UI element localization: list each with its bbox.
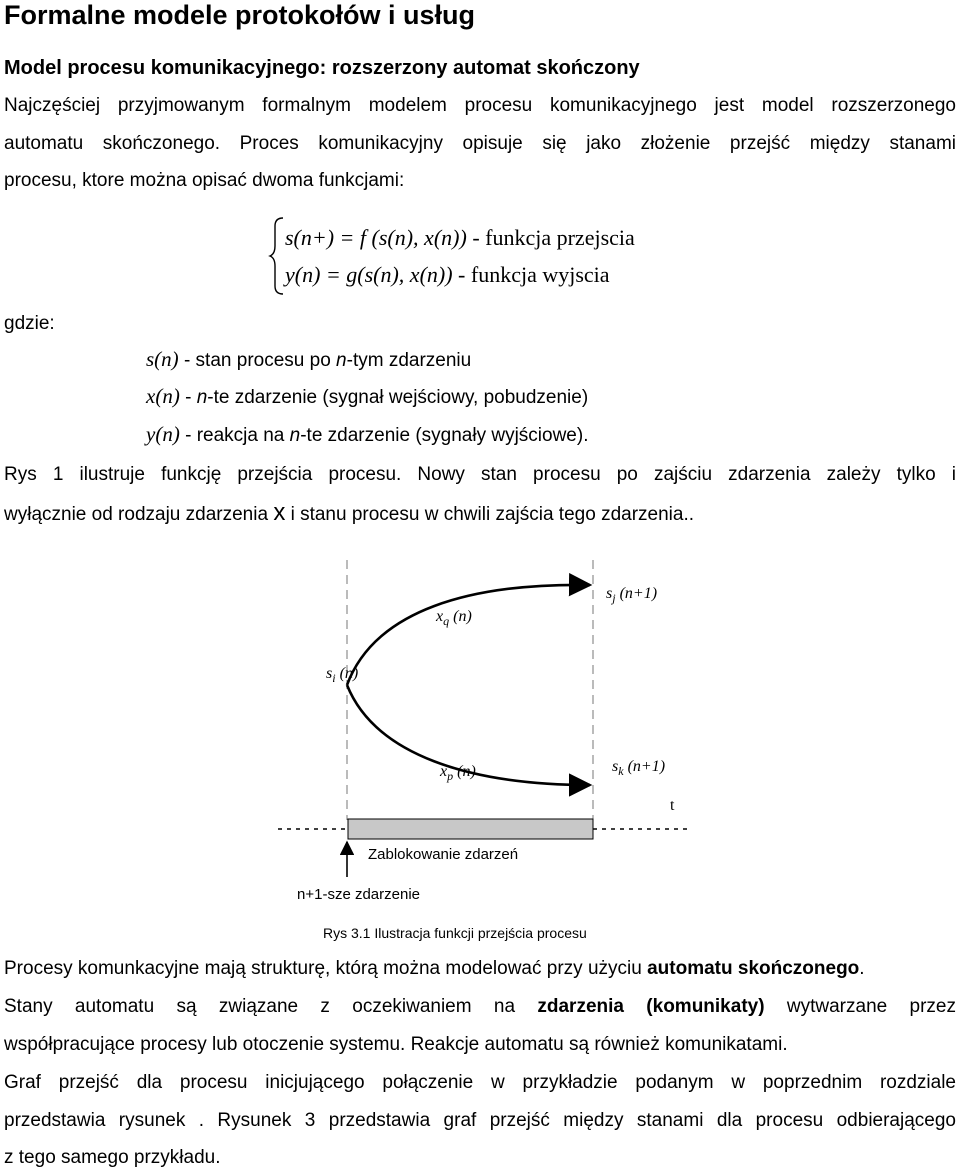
equation-output (285, 262, 610, 288)
equation-transition-lhs: s(n+) = f (s(n), x(n)) (285, 225, 467, 250)
state-sj-arg: (n+1) (615, 585, 658, 602)
state-si-sub: i (332, 671, 336, 686)
definition-s-symbol: s(n) (146, 347, 179, 371)
page-title: Formalne modele protokołów i usług (4, 0, 476, 30)
definition-y (146, 416, 588, 454)
event-xq-sub: q (443, 614, 450, 629)
state-sk-arg: (n+1) (623, 758, 666, 775)
definition-y-text: - reakcja na (179, 425, 290, 446)
intro-line-2: automatu skończonego. Proces komunikacyjny opisuje się jako złożenie przejść między stanami (4, 133, 956, 154)
state-sk-base: s (612, 758, 619, 775)
rys1-line-2-x: x (273, 499, 286, 526)
definition-y-symbol: y(n) (146, 422, 180, 446)
definition-x-symbol: x(n) (146, 384, 180, 408)
event-xp-base: x (440, 763, 448, 780)
equation-output-desc: - funkcja wyjscia (452, 262, 610, 287)
blocked-events-label: Zablokowanie zdarzeń (368, 846, 519, 863)
rys1-line-1: Rys 1 ilustruje funkcję przejścia procesu. Nowy stan procesu po zajściu zdarzenia zależy tylko i (4, 464, 956, 485)
state-si-base: s (326, 665, 333, 682)
stany-text-a: Stany automatu są związane z oczekiwaniem na (4, 996, 538, 1017)
section-heading: Model procesu komunikacyjnego: rozszerzony automat skończony (4, 57, 640, 79)
stany-line-1 (4, 988, 956, 1025)
graf-line-1: Graf przejść dla procesu inicjującego połączenie w przykładzie podanym w poprzednim rozdziale (4, 1072, 956, 1093)
state-si-arg: (n) (335, 665, 359, 682)
procesy-bold: automatu skończonego (647, 958, 860, 979)
event-xq-arg: (n) (449, 608, 472, 625)
equation-transition (285, 225, 635, 251)
rys1-line-2 (4, 494, 694, 533)
definition-x-rest: -te zdarzenie (sygnał wejściowy, pobudzenie) (207, 387, 589, 408)
event-xp-sub: p (447, 769, 454, 784)
procesy-paragraph (4, 950, 865, 987)
state-sk-sub: k (618, 764, 624, 779)
state-sj-sub: j (612, 591, 616, 606)
graf-line-3: z tego samego przykładu. (4, 1147, 221, 1168)
intro-line-1: Najczęściej przyjmowanym formalnym modelem procesu komunikacyjnego jest model rozszerzonego (4, 95, 956, 116)
equation-transition-desc: - funkcja przejscia (466, 225, 635, 250)
definition-y-rest: -te zdarzenie (sygnały wyjściowe). (300, 425, 589, 446)
stany-bold: zdarzenia (komunikaty) (537, 996, 765, 1017)
definition-x (146, 378, 588, 416)
definition-s-n: n (336, 350, 347, 371)
rys1-line-2-a: wyłącznie od rodzaju zdarzenia (4, 504, 274, 525)
definition-s (146, 341, 471, 379)
procesy-text-b: . (859, 958, 865, 979)
event-xq-base: x (436, 608, 444, 625)
figure-caption: Rys 3.1 Ilustracja funkcji przejścia procesu (323, 925, 587, 941)
event-xq-label (436, 608, 472, 629)
definition-s-text: - stan procesu po (178, 350, 337, 371)
blocked-events-bar (348, 819, 593, 839)
state-sk-label (612, 758, 665, 779)
stany-line-2: współpracujące procesy lub otoczenie systemu. Reakcje automatu są również komunikatami. (4, 1034, 788, 1055)
transition-arrow-upper (347, 585, 590, 685)
equation-output-lhs: y(n) = g(s(n), x(n)) (285, 262, 453, 287)
state-sj-base: s (606, 585, 613, 602)
definition-s-rest: -tym zdarzeniu (346, 350, 472, 371)
rys1-line-2-b: i stanu procesu w chwili zajścia tego zdarzenia.. (285, 504, 695, 525)
definition-x-text: - (179, 387, 197, 408)
procesy-text-a: Procesy komunkacyjne mają strukturę, którą można modelować przy użyciu (4, 958, 648, 979)
state-si-label (326, 665, 358, 686)
definition-x-n: n (196, 387, 208, 408)
definition-y-n: n (289, 425, 301, 446)
event-xp-arg: (n) (453, 763, 476, 780)
next-event-label: n+1-sze zdarzenie (297, 886, 420, 903)
state-sj-label (606, 585, 657, 606)
gdzie-label: gdzie: (4, 313, 55, 334)
event-xp-label (440, 763, 476, 784)
figure-transition-diagram (0, 555, 960, 955)
stany-text-b: wytwarzane przez (764, 996, 956, 1017)
time-axis-label: t (670, 797, 675, 814)
intro-line-3: procesu, ktore można opisać dwoma funkcjami: (4, 170, 405, 191)
graf-line-2: przedstawia rysunek . Rysunek 3 przedstawia graf przejść między stanami dla procesu odbierającego (4, 1110, 956, 1131)
